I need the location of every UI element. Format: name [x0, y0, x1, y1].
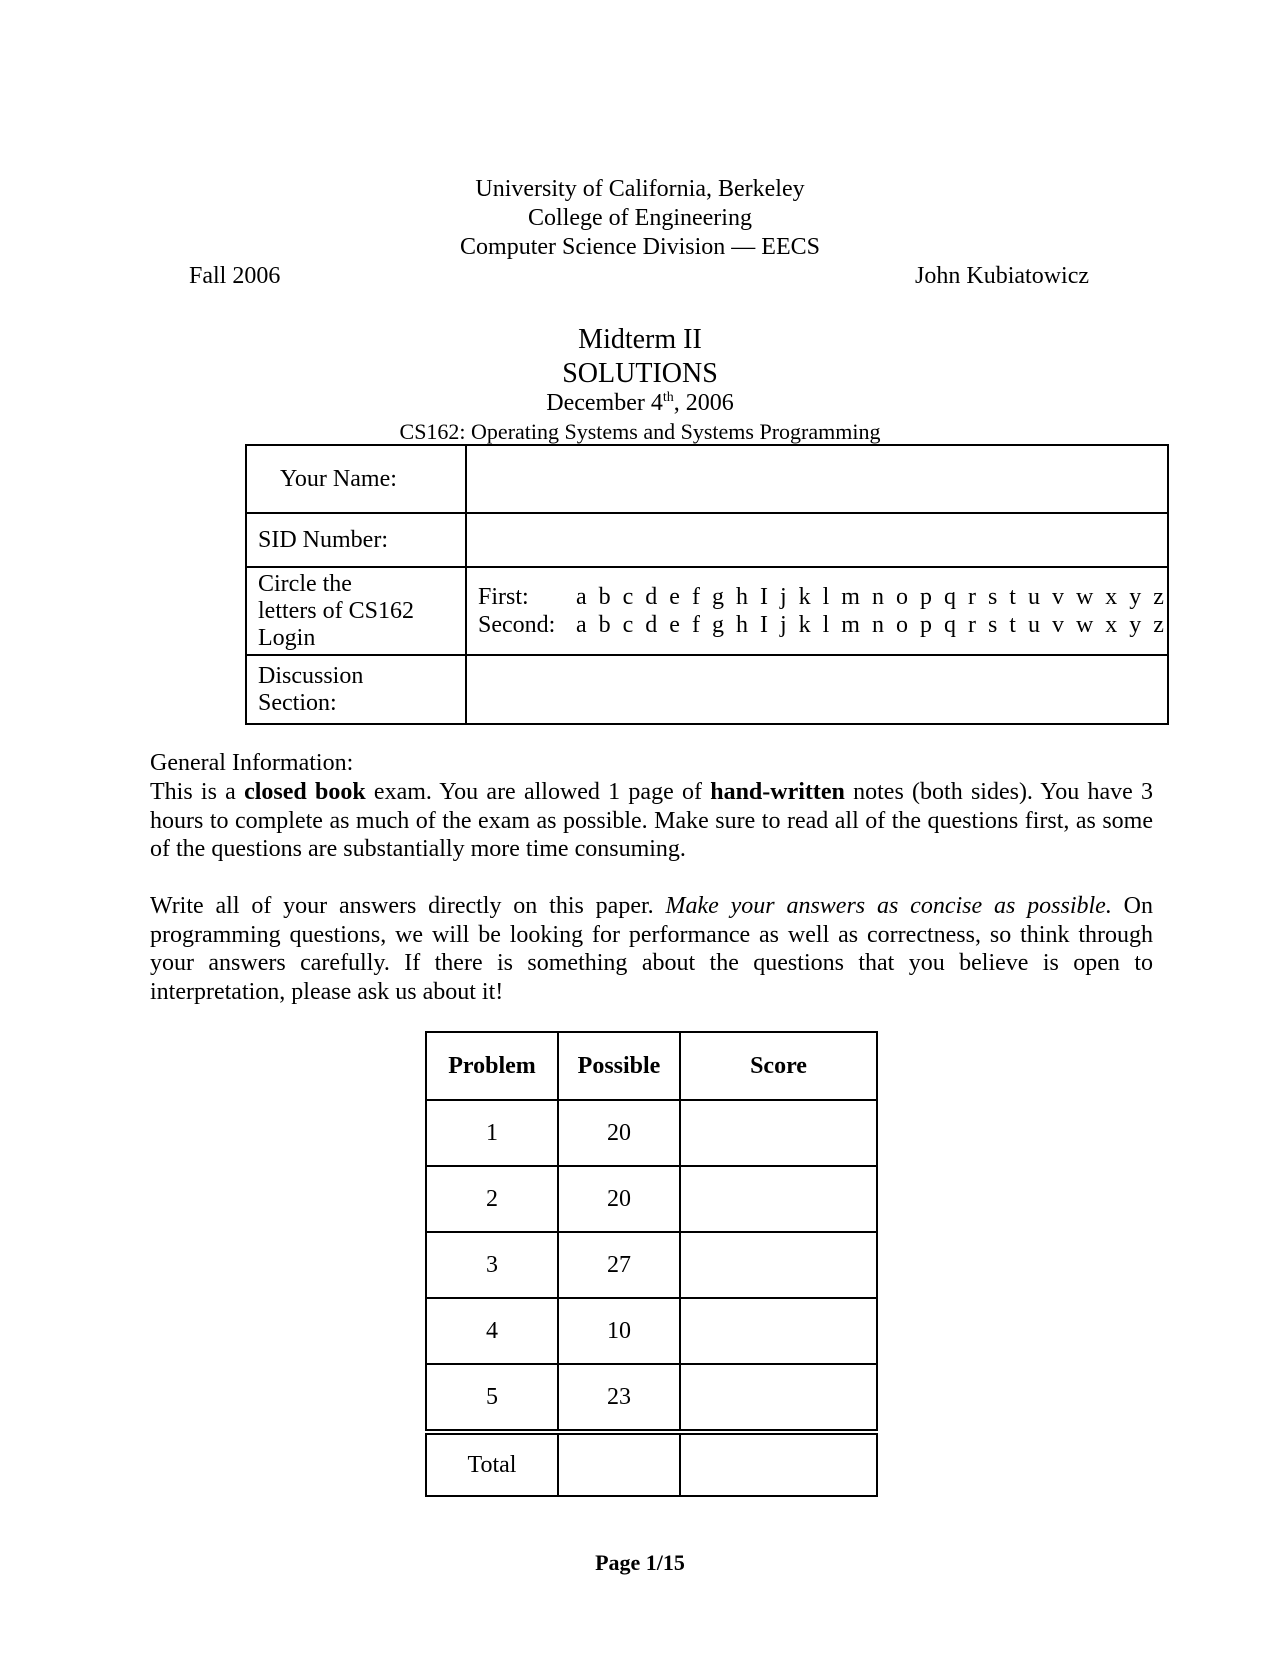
possible-header: Possible	[558, 1032, 680, 1100]
section-label: Discussion Section:	[246, 655, 466, 724]
table-row	[426, 1364, 877, 1432]
problem-number: 3	[426, 1232, 558, 1298]
sid-label: SID Number:	[246, 513, 466, 567]
exam-subtitle: SOLUTIONS	[562, 358, 718, 389]
score-cell[interactable]	[680, 1166, 877, 1232]
division-name: Computer Science Division — EECS	[460, 234, 820, 260]
possible-points: 20	[558, 1166, 680, 1232]
score-cell[interactable]	[680, 1232, 877, 1298]
problem-number: 1	[426, 1100, 558, 1166]
score-cell[interactable]	[680, 1298, 877, 1364]
total-label: Total	[426, 1432, 558, 1496]
problem-number: 4	[426, 1298, 558, 1364]
table-row	[426, 1298, 877, 1364]
university-name: University of California, Berkeley	[475, 176, 805, 202]
sid-field[interactable]	[466, 513, 1168, 567]
possible-points: 20	[558, 1100, 680, 1166]
name-field[interactable]	[466, 445, 1168, 513]
total-possible-cell	[558, 1432, 680, 1496]
general-info-paragraph-2: Write all of your answers directly on this paper. Make your answers as concise as possible. On programming questions, we will be looking for performance as well as correctness, so think through your answers carefully. If there is something about the questions that you believe is open to interpretation, please ask us about it!	[150, 893, 1154, 1005]
page-number: Page 1/15	[595, 1550, 685, 1575]
term: Fall 2006	[189, 263, 281, 289]
score-header: Score	[680, 1032, 877, 1100]
possible-points: 27	[558, 1232, 680, 1298]
login-first-row: First: a b c d e f g h I j k l m n o p q r s t u v w x y z	[478, 584, 1167, 610]
score-table	[425, 1031, 878, 1497]
general-info-heading: General Information:	[150, 750, 354, 776]
possible-points: 10	[558, 1298, 680, 1364]
problem-number: 5	[426, 1364, 558, 1432]
student-info-table	[245, 444, 1169, 725]
possible-points: 23	[558, 1364, 680, 1432]
login-label: Circle the letters of CS162 Login	[246, 567, 466, 655]
college-name: College of Engineering	[528, 205, 752, 231]
table-row	[426, 1166, 877, 1232]
section-field[interactable]	[466, 655, 1168, 724]
exam-title: Midterm II	[578, 324, 702, 355]
total-score-cell[interactable]	[680, 1432, 877, 1496]
instructor: John Kubiatowicz	[915, 263, 1089, 289]
name-label: Your Name:	[246, 445, 466, 513]
exam-date: December 4th, 2006	[546, 390, 734, 416]
login-letters-field[interactable]	[466, 567, 1168, 655]
total-row	[426, 1432, 877, 1496]
problem-number: 2	[426, 1166, 558, 1232]
table-row	[426, 1100, 877, 1166]
general-info-paragraph-1: This is a closed book exam. You are allowed 1 page of hand-written notes (both sides). You have 3 hours to complete as much of the exam as possible. Make sure to read all of the questions first, as some of the questions are substantially more time consuming.	[150, 779, 1154, 862]
course-name: CS162: Operating Systems and Systems Programming	[399, 419, 881, 444]
table-row	[426, 1232, 877, 1298]
problem-header: Problem	[426, 1032, 558, 1100]
score-cell[interactable]	[680, 1100, 877, 1166]
score-cell[interactable]	[680, 1364, 877, 1432]
login-second-row: Second: a b c d e f g h I j k l m n o p q r s t u v w x y z	[478, 612, 1167, 638]
